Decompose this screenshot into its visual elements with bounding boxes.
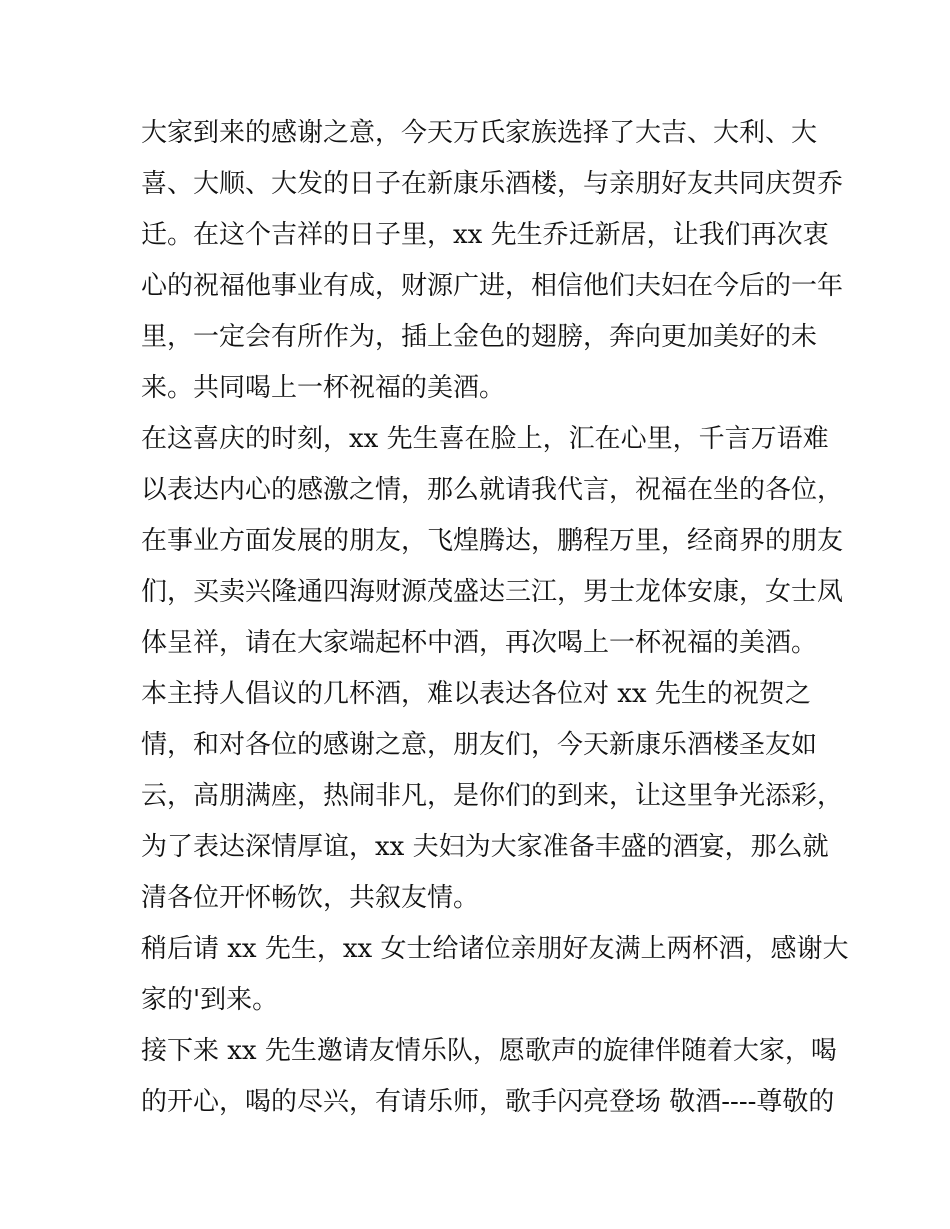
text-line: 稍后请 xx 先生，xx 女士给诸位亲朋好友满上两杯酒，感谢大 bbox=[141, 934, 849, 964]
text-line: 的开心，喝的尽兴，有请乐师，歌手闪亮登场 敬酒----尊敬的 bbox=[141, 1087, 835, 1117]
text-line: 情，和对各位的感谢之意，朋友们，今天新康乐酒楼圣友如 bbox=[141, 730, 818, 760]
text-line: 家的'到来。 bbox=[141, 985, 279, 1015]
text-line: 迁。在这个吉祥的日子里，xx 先生乔迁新居，让我们再次衷 bbox=[141, 220, 829, 250]
text-line: 清各位开怀畅饮，共叙友情。 bbox=[141, 883, 480, 913]
text-line: 接下来 xx 先生邀请友情乐队，愿歌声的旋律伴随着大家，喝 bbox=[141, 1036, 837, 1066]
text-line: 里，一定会有所作为，插上金色的翅膀，奔向更加美好的未 bbox=[141, 322, 818, 352]
text-line: 喜、大顺、大发的日子在新康乐酒楼，与亲朋好友共同庆贺乔 bbox=[141, 169, 844, 199]
body-text bbox=[141, 108, 849, 1128]
text-line: 心的祝福他事业有成，财源广进，相信他们夫妇在今后的一年 bbox=[141, 271, 844, 301]
text-line: 云，高朋满座，热闹非凡，是你们的到来，让这里争光添彩， bbox=[141, 781, 844, 811]
text-line: 以表达内心的感激之情，那么就请我代言，祝福在坐的各位， bbox=[141, 475, 844, 505]
text-line: 在事业方面发展的朋友，飞煌腾达，鹏程万里，经商界的朋友 bbox=[141, 526, 844, 556]
text-line: 来。共同喝上一杯祝福的美酒。 bbox=[141, 373, 506, 403]
text-line: 大家到来的感谢之意，今天万氏家族选择了大吉、大利、大 bbox=[141, 118, 818, 148]
text-line: 本主持人倡议的几杯酒，难以表达各位对 xx 先生的祝贺之 bbox=[141, 679, 811, 709]
text-line: 们，买卖兴隆通四海财源茂盛达三江，男士龙体安康，女士凤 bbox=[141, 577, 844, 607]
text-line: 在这喜庆的时刻，xx 先生喜在脸上，汇在心里，千言万语难 bbox=[141, 424, 829, 454]
text-line: 为了表达深情厚谊，xx 夫妇为大家准备丰盛的酒宴，那么就 bbox=[141, 832, 829, 862]
text-line: 体呈祥，请在大家端起杯中酒，再次喝上一杯祝福的美酒。 bbox=[141, 628, 818, 658]
